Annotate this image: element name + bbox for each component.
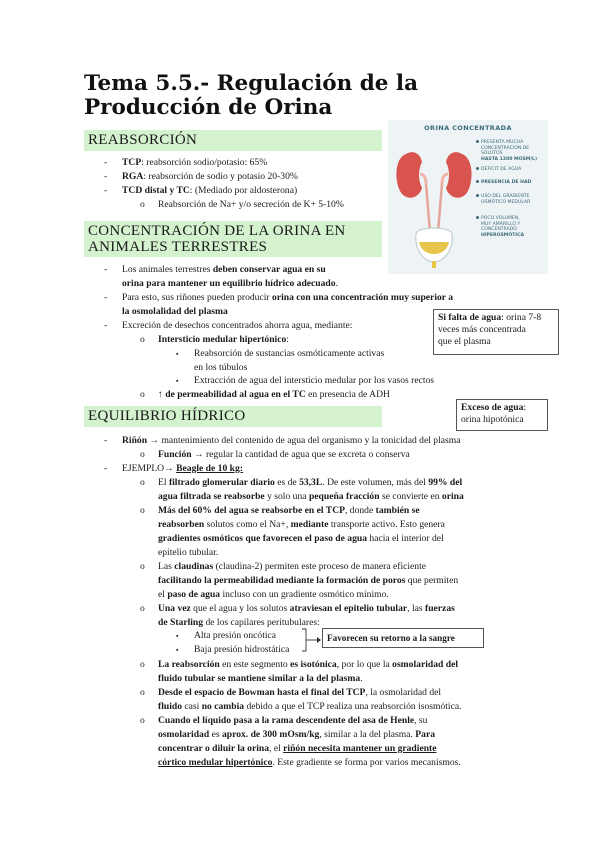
rga-text: : reabsorción de sodio y potasio 20-30% — [143, 171, 298, 182]
equil-bold: agua filtrada se reabsorbe — [158, 491, 265, 502]
equil-bold: paso de agua — [167, 589, 221, 600]
equil-item-bowman — [140, 687, 442, 699]
equil-text: , donde — [344, 505, 376, 516]
conc-text: en presencia de ADH — [305, 389, 390, 400]
dash-bullet: - — [104, 157, 108, 168]
equil-bold: concentrar o diluir la orina — [158, 743, 270, 754]
info-item-deficit — [476, 167, 544, 173]
bullet-tcd — [104, 185, 298, 197]
dash-bullet: - — [104, 171, 108, 182]
right-kidney-icon — [446, 152, 472, 198]
info-bold: HASTA 1200 MOSM/L) — [481, 156, 538, 162]
conc-subsub-1-cont: en los túbulos — [194, 362, 248, 373]
equil-text: casi — [182, 701, 202, 712]
equil-text: el — [158, 589, 168, 600]
conc-bold: deben conservar agua en su — [212, 264, 326, 275]
conc-bold: orina para mantener un equilibrio hídrico adecuado — [122, 278, 336, 289]
circle-bullet: o — [140, 659, 145, 670]
equil-text: . Este gradiente se forma por varios mecanismos. — [272, 757, 461, 768]
equil-text: , las — [407, 603, 426, 614]
conc-bold: orina con una concentración muy superior a — [272, 292, 454, 303]
conc-text: Reabsorción de sustancias osmóticamente activas — [194, 348, 385, 359]
equil-text: que permiten — [405, 575, 459, 586]
equil-bold: La reabsorción — [158, 659, 220, 670]
callout-text: : — [523, 402, 527, 413]
equil-bold: Una vez — [158, 603, 191, 614]
equil-text: → regular la cantidad de agua que se excreta o conserva — [191, 449, 410, 460]
page-title: Tema 5.5.- Regulación de la Producción de Orina — [84, 71, 418, 120]
equil-item-henle-cont3 — [158, 757, 461, 769]
tcd-label: TCD distal y TC — [122, 185, 190, 196]
info-text: CONCENTRADO — [481, 227, 517, 233]
tcp-text: : reabsorción sodio/potasio: 65% — [141, 157, 268, 168]
callout-text: veces más concentrada — [438, 324, 526, 335]
conc-bold: Intersticio medular hipertónico — [158, 334, 287, 345]
circle-bullet: o — [140, 449, 145, 460]
equil-item-henle-cont1 — [158, 729, 435, 741]
equil-bold: fluido tubular se mantiene similar a la del plasma — [158, 673, 361, 684]
conc-subsub-1 — [176, 348, 385, 360]
equil-text: , similar a la del plasma. — [319, 729, 416, 740]
square-bullet: ▪ — [176, 377, 179, 385]
arrow-head — [317, 637, 321, 643]
equil-bold: facilitando la permeabilidad mediante la formación de poros — [158, 575, 406, 586]
circle-bullet: o — [140, 687, 145, 698]
equil-item-claudinas-cont1 — [158, 575, 458, 587]
equil-item-claudinas-cont2 — [158, 589, 389, 601]
infographic-orina-concentrada — [388, 120, 548, 274]
dash-bullet: - — [104, 435, 108, 446]
equil-rinon — [104, 435, 461, 447]
equil-ejemplo — [104, 463, 243, 475]
equil-text: (claudina-2) permiten este proceso de manera eficiente — [213, 561, 427, 572]
equil-text: de los capilares peritubulares: — [203, 617, 320, 628]
section-concentracion-line1: CONCENTRACIÓN DE LA ORINA EN — [88, 223, 346, 239]
equil-text: . — [360, 673, 363, 684]
equil-text: , el — [269, 743, 284, 754]
info-text: USO DEL GRADIENTE — [481, 194, 530, 199]
conc-text: ↑ — [158, 389, 166, 400]
equil-funcion — [140, 449, 410, 461]
info-bold: PRESENCIA DE HAD — [481, 180, 532, 185]
equil-bold: 99% del — [428, 477, 463, 488]
equil-bold: Cuando el líquido pasa a la rama descendente del asa de Henle — [158, 715, 415, 726]
tcp-label: TCP — [122, 157, 142, 168]
equil-text: es — [209, 729, 222, 740]
conc-text: Excreción de desechos concentrados ahorra agua, mediante: — [122, 320, 353, 331]
equil-text: es de — [274, 477, 300, 488]
equil-starling-oncotica — [176, 630, 277, 642]
equil-text: hacia el interior del — [367, 533, 444, 544]
equil-item-starling — [140, 603, 455, 615]
dash-bullet: - — [104, 264, 108, 275]
left-hilum — [420, 174, 426, 184]
info-item-solutos — [476, 140, 544, 162]
equil-bold: es isotónica — [290, 659, 337, 670]
equil-bold: no cambia — [201, 701, 245, 712]
dot-icon — [476, 180, 479, 183]
equil-item-tcp-cont2 — [158, 533, 444, 545]
equil-item-claudinas — [140, 561, 427, 573]
equil-text: El — [158, 477, 169, 488]
right-ureter — [438, 184, 442, 232]
info-item-had — [476, 180, 544, 186]
conc-text: Los animales terrestres — [122, 264, 213, 275]
equil-text: en este segmento — [219, 659, 291, 670]
equil-bold: fluido — [158, 701, 182, 712]
callout-favorecen: Favorecen su retorno a la sangre — [322, 628, 484, 648]
equil-text: Alta presión oncótica — [194, 630, 277, 641]
dash-bullet: - — [104, 292, 108, 303]
conc-bullet-2-cont — [122, 306, 228, 318]
info-text: MUY AMARILLO Y — [481, 221, 521, 227]
section-equilibrio: EQUILIBRIO HÍDRICO — [84, 406, 382, 427]
info-text: CONCENTRACION DE — [481, 145, 530, 151]
right-hilum — [442, 174, 448, 184]
conc-bold: la osmolalidad del plasma — [122, 306, 228, 317]
conc-bold: de permeabilidad al agua en el TC — [165, 389, 306, 400]
equil-item-tcp — [140, 505, 420, 517]
equil-text: , por lo que la — [336, 659, 393, 670]
equil-bold: riñón necesita mantener un gradiente — [283, 743, 437, 754]
info-text: SOLUTOS — [481, 151, 503, 157]
equil-text: transporte activo. Esto genera — [328, 519, 445, 530]
equil-bold: Función — [158, 449, 192, 460]
square-bullet: ▪ — [176, 646, 179, 654]
circle-bullet: o — [140, 199, 145, 210]
circle-bullet: o — [140, 603, 145, 614]
dash-bullet: - — [104, 320, 108, 331]
rga-label: RGA — [122, 171, 144, 182]
brace-shape — [302, 629, 306, 651]
circle-bullet: o — [140, 561, 145, 572]
callout-bold: Si falta de agua — [438, 312, 502, 323]
equil-text: → mantenimiento del contenido de agua del organismo y la tonicidad del plasma — [147, 435, 461, 446]
dash-bullet: - — [104, 185, 108, 196]
conc-sub-intersticio — [140, 334, 289, 346]
equil-bold: Desde el espacio de Bowman hasta el final del TCP — [158, 687, 366, 698]
equil-bold: fuerzas — [425, 603, 455, 614]
equil-item-tcp-cont3: epitelio tubular. — [158, 547, 219, 558]
equil-bold: también se — [375, 505, 420, 516]
equil-item-tcp-cont1 — [158, 519, 445, 531]
info-text: OSMÓTICO MEDULAR — [481, 199, 531, 205]
equil-bold: aprox. de 300 mOsm/kg — [221, 729, 320, 740]
equil-text: que el agua y los solutos — [190, 603, 290, 614]
equil-bold: osmolaridad del — [392, 659, 458, 670]
equil-bold: atraviesan el epitelio tubular — [289, 603, 408, 614]
equil-bold: de Starling — [158, 617, 204, 628]
sub-bullet-na — [140, 199, 344, 211]
section-concentracion — [84, 221, 382, 257]
dash-bullet: - — [104, 463, 108, 474]
info-item-gradiente — [476, 194, 544, 205]
bullet-rga — [104, 171, 298, 183]
callout-text: : orina 7-8 — [501, 312, 542, 323]
equil-item-bowman-cont — [158, 701, 462, 713]
conc-bullet-3 — [104, 320, 353, 332]
equil-bold: Riñón — [122, 435, 148, 446]
conc-text: . — [335, 278, 338, 289]
tcd-text: : (Mediado por aldosterona) — [189, 185, 298, 196]
equil-bold: Más del 60% del agua se reabsorbe en el TCP — [158, 505, 345, 516]
equil-text: Baja presión hidrostática — [194, 644, 290, 655]
circle-bullet: o — [140, 477, 145, 488]
equil-text: , su — [414, 715, 428, 726]
equil-item-henle-cont2 — [158, 743, 437, 755]
equil-bold: claudinas — [174, 561, 214, 572]
conc-subsub-2 — [176, 375, 435, 387]
callout-text: que el plasma — [438, 336, 491, 347]
equil-text: se convierte en — [379, 491, 442, 502]
equil-bold: córtico medular hipertónico — [158, 757, 273, 768]
info-bold: HIPEROSMÓTICA — [481, 232, 525, 238]
equil-item-starling-cont — [158, 617, 320, 629]
bullet-tcp — [104, 157, 268, 169]
callout-bold: Exceso de agua — [461, 402, 524, 413]
dot-icon — [476, 216, 479, 219]
callout-falta-agua — [433, 309, 559, 355]
conc-text: Extracción de agua del intersticio medular por los vasos rectos — [194, 375, 435, 386]
equil-bold: 53,3L — [299, 477, 323, 488]
circle-bullet: o — [140, 715, 145, 726]
infographic-title: ORINA CONCENTRADA — [424, 124, 512, 132]
equil-text: Las — [158, 561, 175, 572]
callout-exceso-agua — [456, 399, 548, 431]
equil-text: y solo una — [264, 491, 309, 502]
left-ureter — [426, 184, 430, 232]
conc-bullet-1 — [104, 264, 326, 276]
equil-item-isotonica-cont — [158, 673, 363, 685]
dot-icon — [476, 167, 479, 170]
callout-text: orina hipotónica — [461, 414, 524, 425]
circle-bullet: o — [140, 389, 145, 400]
equil-text: debido a que el TCP realiza una reabsorción isosmótica. — [244, 701, 462, 712]
info-text: PRESENTA MUCHA — [481, 140, 524, 145]
equil-text: incluso con un gradiente osmótico mínimo. — [220, 589, 389, 600]
equil-bold: Para — [415, 729, 435, 740]
info-item-volumen — [476, 216, 544, 238]
equil-item-filtrado-cont — [158, 491, 464, 503]
info-text: POCO VOLUMEN, — [481, 216, 520, 221]
na-secretion-text: Reabsorción de Na+ y/o secreción de K+ 5-10% — [158, 199, 344, 210]
circle-bullet: o — [140, 505, 145, 516]
info-text: DÉFICIT DE AGUA — [481, 167, 522, 172]
conc-bullet-2 — [104, 292, 454, 304]
equil-bold: filtrado glomerular diario — [168, 477, 275, 488]
square-bullet: ▪ — [176, 632, 179, 640]
section-reabsorcion: REABSORCIÓN — [84, 130, 382, 151]
equil-item-henle — [140, 715, 428, 727]
equil-item-isotonica — [140, 659, 458, 671]
equil-bold: Beagle de 10 kg: — [176, 463, 243, 474]
urethra — [432, 261, 436, 268]
equil-starling-hidrostatica — [176, 644, 290, 656]
equil-bold: gradientes osmóticos que favorecen el paso de agua — [158, 533, 368, 544]
square-bullet: ▪ — [176, 350, 179, 358]
kidney-illustration — [392, 140, 476, 270]
brace-arrow — [300, 627, 324, 655]
equil-text: , la osmolaridad del — [365, 687, 442, 698]
equil-bold: pequeña fracción — [308, 491, 380, 502]
equil-bold: orina — [441, 491, 464, 502]
section-concentracion-line2: ANIMALES TERRESTRES — [88, 239, 268, 255]
equil-text: . De este volumen, más del — [322, 477, 429, 488]
dot-icon — [476, 194, 479, 197]
equil-text: solutos como el Na+, — [204, 519, 291, 530]
equil-item-filtrado — [140, 477, 463, 489]
left-kidney-icon — [396, 152, 422, 198]
equil-text: EJEMPLO→ — [122, 463, 177, 474]
conc-bullet-1-cont — [122, 278, 338, 290]
equil-bold: mediante — [290, 519, 329, 530]
circle-bullet: o — [140, 334, 145, 345]
conc-sub-permeabilidad — [140, 389, 390, 401]
conc-text: : — [286, 334, 289, 345]
conc-text: Para esto, sus riñones pueden producir — [122, 292, 273, 303]
dot-icon — [476, 140, 479, 143]
equil-bold: reabsorben — [158, 519, 205, 530]
equil-bold: osmolaridad — [158, 729, 210, 740]
